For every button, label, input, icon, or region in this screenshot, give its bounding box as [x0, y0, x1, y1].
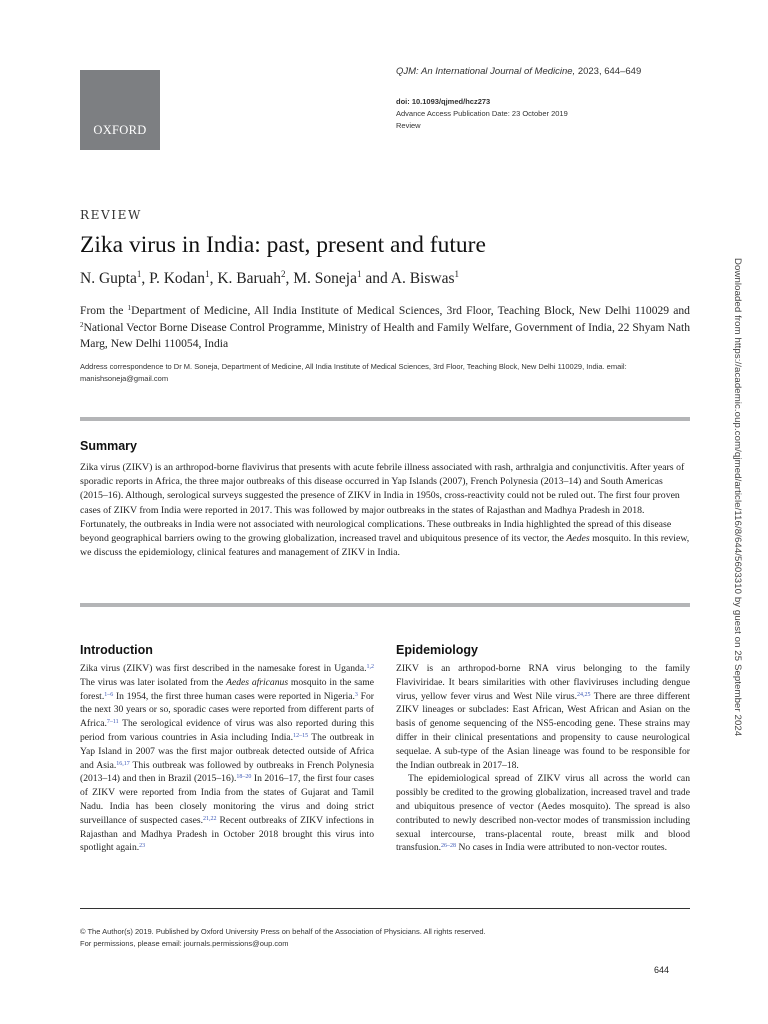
summary-heading: Summary — [80, 439, 137, 453]
citation-link[interactable]: 3 — [354, 691, 358, 698]
epidemiology-heading: Epidemiology — [396, 643, 478, 657]
journal-name: QJM: An International Journal of Medicine, — [396, 66, 576, 77]
affiliation-mark: 1 — [205, 269, 210, 279]
paragraph: Zika virus (ZIKV) was first described in the namesake forest in Uganda.$^{1,2}$ The virus was later isolated from the Aedes africanus mosquito in the same forest.$^{1-6}$ In 1954, the first three human cases were reported in Nigeria.$^3$ For the next 30 years or so, sporadic cases were reported from different parts of Africa.$^{7-11}$ The serological evidence of virus was also reported during this period from various countries in Asia including India.$^{12-15}$ The outbreak in Yap Island in 2007 was the first major outbreak detected outside of Africa and Asia.$^{16,17}$ This outbreak was followed by outbreaks in French Polynesia (2013–14) and then in Brazil (2015–16).$^{18-20}$ In 2016–17, the first four cases of ZIKV were reported from India from the states of Gujarat and Tamil Nadu. India has been closely monitoring the virus and doing strict surveillance of suspected cases.$^{21,22}$ Recent outbreaks of ZIKV infections in Rajasthan and Madhya Pradesh in October 2018 brought this virus into spotlight again.$^{23}$ — [80, 663, 374, 854]
author-list: N. Gupta$^1$, P. Kodan$^1$, K. Baruah$^2$, M. Soneja$^1$ and A. Biswas$^1$ — [80, 269, 459, 287]
author-name: N. Gupta — [80, 270, 137, 287]
epidemiology-text — [396, 662, 690, 855]
affiliation-mark: 1 — [454, 269, 459, 279]
permissions: For permissions, please email: journals.permissions@oup.com — [80, 939, 289, 948]
download-watermark — [734, 258, 752, 778]
copyright-footnote — [80, 926, 486, 950]
summary-bottom-rule — [80, 603, 690, 607]
page-number: 644 — [654, 965, 670, 975]
author-name: M. Soneja — [293, 270, 357, 287]
citation-link[interactable]: 16,17 — [116, 760, 130, 767]
affiliation: From the $^1$Department of Medicine, All India Institute of Medical Sciences, 3rd Floor, Teaching Block, New Delhi 110029 and $^2$National Vector Borne Disease Control Programme, Ministry of Health and Family Welfare, Government of India, 22 Shyam Nath Marg, New Delhi 110054, India — [80, 304, 690, 350]
affiliation-mark: 1 — [356, 269, 362, 279]
citation-link[interactable]: 1,2 — [366, 664, 374, 670]
author-name: K. Baruah — [217, 270, 282, 287]
publication-date: Advance Access Publication Date: 23 October 2019 — [396, 109, 568, 118]
citation-link[interactable]: 26–28 — [441, 843, 457, 850]
logo-text: OXFORD — [93, 123, 147, 137]
citation-link[interactable]: 7–11 — [106, 719, 119, 726]
oxford-logo — [80, 70, 160, 150]
journal-citation — [396, 66, 641, 77]
introduction-text — [80, 662, 374, 855]
citation-link[interactable]: 18–20 — [236, 774, 252, 781]
footer-rule — [80, 908, 690, 909]
journal-details: 2023, 644–649 — [575, 66, 642, 77]
affiliation-mark: 1 — [127, 304, 132, 312]
citation-link[interactable]: 24,25 — [577, 691, 591, 698]
summary-text: Zika virus (ZIKV) is an arthropod-borne flavivirus that presents with acute febrile illness associated with rash, arthralgia and conjunctivitis. After years of sporadic reports in Africa, the three major outbreaks of this disease occurred in Yap Islands (2007), French Polynesia (2013–14) and South Americas (2015–16). Although, serological surveys suggested the presence of ZIKV in India in 1950s, cross-reactivity could not be ruled out. The first four proven cases of ZIKV from India were reported in 2017. This was followed by major outbreaks in the states of Rajasthan and Madhya Pradesh in 2018. Fortunately, the outbreaks in India were not associated with neurological complications. These outbreaks in India highlighted the spread of this disease beyond geographical barriers owing to the growing globalization, increased travel and ubiquitous presence of its vector, the Aedes mosquito. In this review, we discuss the epidemiology, clinical features and management of ZIKV in India. — [80, 462, 690, 559]
author-name: P. Kodan — [149, 270, 206, 287]
article-title: Zika virus in India: past, present and future — [80, 232, 486, 258]
article-category: REVIEW — [80, 208, 142, 222]
affiliation-mark: 1 — [136, 269, 142, 279]
affiliation-mark: 2 — [80, 320, 84, 329]
correspondence-address: Address correspondence to Dr M. Soneja, Department of Medicine, All India Institute of Medical Sciences, 3rd Floor, Teaching Block, New Delhi 110029, India. email: manishsoneja@gmail.com — [80, 362, 627, 383]
italic-term: Aedes africanus — [226, 676, 289, 688]
introduction-heading: Introduction — [80, 643, 153, 657]
citation-link[interactable]: 1–6 — [104, 691, 114, 698]
download-note[interactable]: Downloaded from https://academic.oup.com/qjmed/article/116/8/644/5603310 by guest on 25 September 2024 — [732, 258, 743, 737]
citation-link[interactable]: 12–15 — [293, 732, 309, 739]
article-type: Review — [396, 121, 421, 130]
citation-link[interactable]: 23 — [139, 843, 146, 850]
italic-genus: Aedes — [566, 533, 590, 545]
affiliation-mark: 2 — [281, 269, 286, 279]
copyright: © The Author(s) 2019. Published by Oxford University Press on behalf of the Association of Physicians. All rights reserved. — [80, 927, 486, 936]
summary-top-rule — [80, 417, 690, 421]
doi[interactable]: doi: 10.1093/qjmed/hcz273 — [396, 97, 491, 106]
author-name: A. Biswas — [390, 270, 455, 287]
citation-link[interactable]: 21,22 — [203, 815, 217, 822]
paragraph: The epidemiological spread of ZIKV virus all across the world can possibly be credited to the growing globalization, increased travel and trade and ubiquitous presence of vector (Aedes mosquito). The spread is also contributed to newly described non-vector modes of transmission including sexual intercourse, trans-placental route, breast milk and blood transfusion.$^{26-28}$ No cases in India were attributed to non-vector routes. — [396, 773, 690, 854]
paragraph: ZIKV is an arthropod-borne RNA virus belonging to the family Flaviviridae. It bears similarities with other flaviviruses including dengue virus, yellow fever virus and West Nile virus.$^{24,25}$ There are three different ZIKV lineages or subclades: East African, West African and Asian on the basis of genome sequencing of the NS5-encoding gene. These strains may differ in their clinical presentations and propensity to cause neurological sequelae. A sub-type of the Asian lineage was found to be responsible for the Indian outbreak in 2017–18. — [396, 663, 690, 771]
